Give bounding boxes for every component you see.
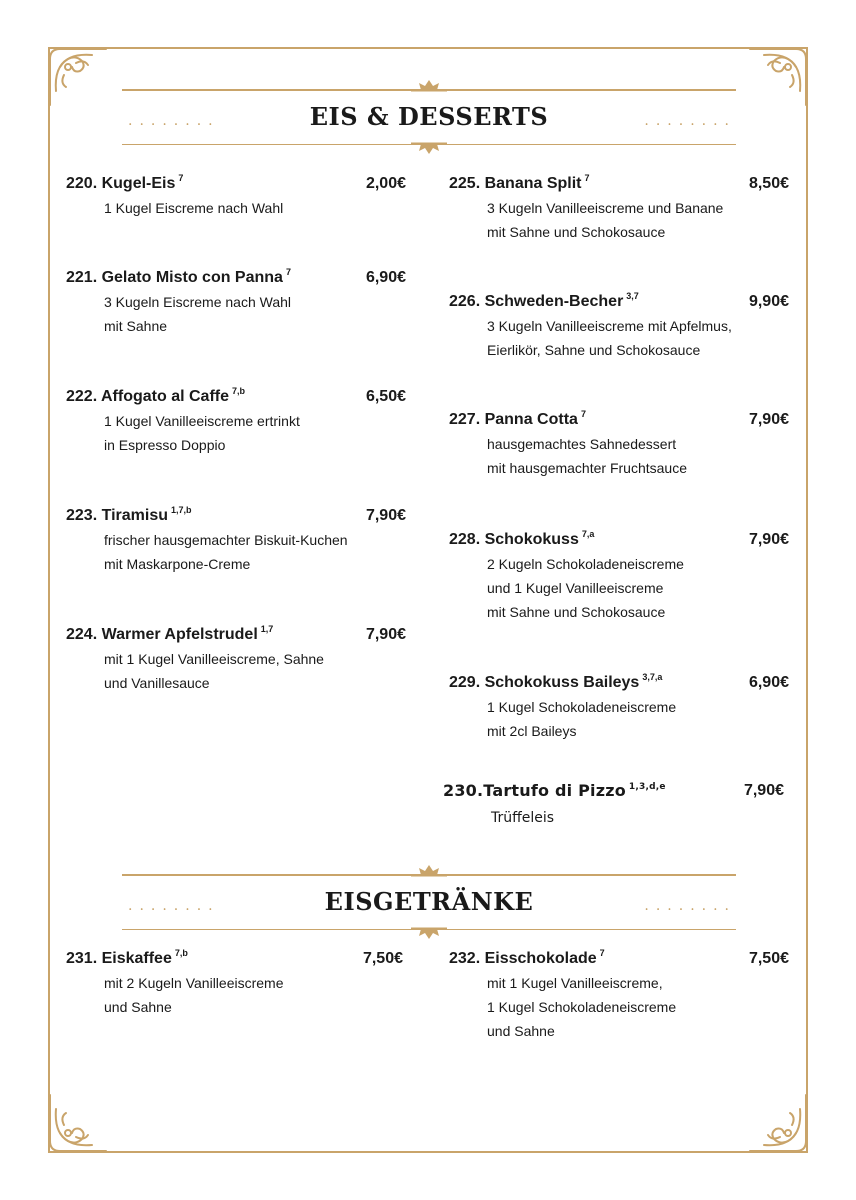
item-description: 1 Kugel Eiscreme nach Wahl	[104, 200, 284, 216]
menu-item-222	[66, 385, 406, 457]
item-price: 7,90€	[748, 531, 789, 548]
menu-item-229	[449, 671, 789, 743]
section-heading-drinks	[122, 874, 736, 930]
item-title: 229. Schokokuss Baileys $^{3,7,a}$	[449, 672, 663, 691]
crown-ornament-icon	[409, 865, 449, 877]
item-description: frischer hausgemachter Biskuit-Kuchen mit Maskarpone-Creme	[104, 532, 348, 572]
item-price: 7,90€	[365, 507, 406, 524]
section-title: EISGETRÄNKE	[324, 887, 534, 916]
menu-item-232	[449, 947, 789, 1043]
dot-ornament: ........	[128, 898, 220, 914]
item-price: 7,50€	[362, 950, 403, 967]
corner-ornament-icon	[748, 1093, 810, 1155]
item-price: 6,90€	[365, 269, 406, 286]
item-description: hausgemachtes Sahnedessert mit hausgemachter Fruchtsauce	[487, 436, 687, 476]
menu-item-224	[66, 623, 406, 695]
item-description: 3 Kugeln Eiscreme nach Wahl mit Sahne	[104, 294, 292, 334]
menu-item-221	[66, 266, 406, 338]
crown-ornament-icon	[409, 927, 449, 939]
corner-ornament-icon	[46, 1093, 108, 1155]
item-description: Trüffeleis	[491, 810, 555, 826]
item-description: 1 Kugel Vanilleeiscreme ertrinkt in Espresso Doppio	[104, 413, 300, 453]
dot-ornament: ........	[128, 113, 220, 129]
corner-ornament-icon	[46, 45, 108, 107]
item-title: 231. Eiskaffee $^{7,b}$	[66, 948, 188, 967]
item-title: 232. Eisschokolade $^7$	[449, 948, 605, 967]
item-title: 227. Panna Cotta $^7$	[449, 409, 586, 428]
section-title: EIS & DESSERTS	[309, 102, 549, 131]
item-title: 225. Banana Split $^7$	[449, 173, 590, 192]
crown-ornament-icon	[409, 80, 449, 92]
menu-item-223	[66, 504, 406, 576]
item-description: 2 Kugeln Schokoladeneiscreme und 1 Kugel Vanilleeiscreme mit Sahne und Schokosauce	[487, 556, 684, 620]
menu-item-228	[449, 528, 789, 624]
item-price: 7,90€	[748, 411, 789, 428]
item-title: 223. Tiramisu $^{1,7,b}$	[66, 505, 192, 524]
menu-item-220	[66, 172, 406, 232]
item-description: 3 Kugeln Vanilleeiscreme mit Apfelmus, Eierlikör, Sahne und Schokosauce	[487, 318, 732, 358]
item-description: mit 1 Kugel Vanilleeiscreme, 1 Kugel Schokoladeneiscreme und Sahne	[487, 975, 677, 1039]
dot-ornament: ........	[644, 898, 736, 914]
item-price: 6,50€	[365, 388, 406, 405]
menu-item-230	[443, 779, 784, 835]
item-price: 7,90€	[743, 782, 784, 799]
item-price: 7,50€	[748, 950, 789, 967]
menu-item-227	[449, 408, 789, 480]
item-price: 9,90€	[748, 293, 789, 310]
item-price: 8,50€	[748, 175, 789, 192]
item-description: 1 Kugel Schokoladeneiscreme mit 2cl Baileys	[487, 699, 677, 739]
item-title: 221. Gelato Misto con Panna $^7$	[66, 267, 291, 286]
corner-ornament-icon	[748, 45, 810, 107]
item-description: 3 Kugeln Vanilleeiscreme und Banane mit Sahne und Schokosauce	[487, 200, 724, 240]
dot-ornament: ........	[644, 113, 736, 129]
item-title: 220. Kugel-Eis $^7$	[66, 173, 184, 192]
menu-item-225	[449, 172, 789, 244]
item-title: 222. Affogato al Caffe $^{7,b}$	[66, 386, 246, 405]
section-heading-desserts	[122, 89, 736, 145]
menu-item-231	[66, 947, 403, 1019]
menu-item-226	[449, 290, 789, 362]
crown-ornament-icon	[409, 142, 449, 154]
item-title: 230.Tartufo di Pizzo $^{1,3,d,e}$	[443, 781, 666, 800]
item-title: 224. Warmer Apfelstrudel $^{1,7}$	[66, 624, 274, 643]
item-description: mit 1 Kugel Vanilleeiscreme, Sahne und Vanillesauce	[104, 651, 324, 691]
item-description: mit 2 Kugeln Vanilleeiscreme und Sahne	[104, 975, 284, 1015]
item-price: 2,00€	[365, 175, 406, 192]
item-price: 7,90€	[365, 626, 406, 643]
item-price: 6,90€	[748, 674, 789, 691]
item-title: 228. Schokokuss $^{7,a}$	[449, 529, 595, 548]
item-title: 226. Schweden-Becher $^{3,7}$	[449, 291, 639, 310]
